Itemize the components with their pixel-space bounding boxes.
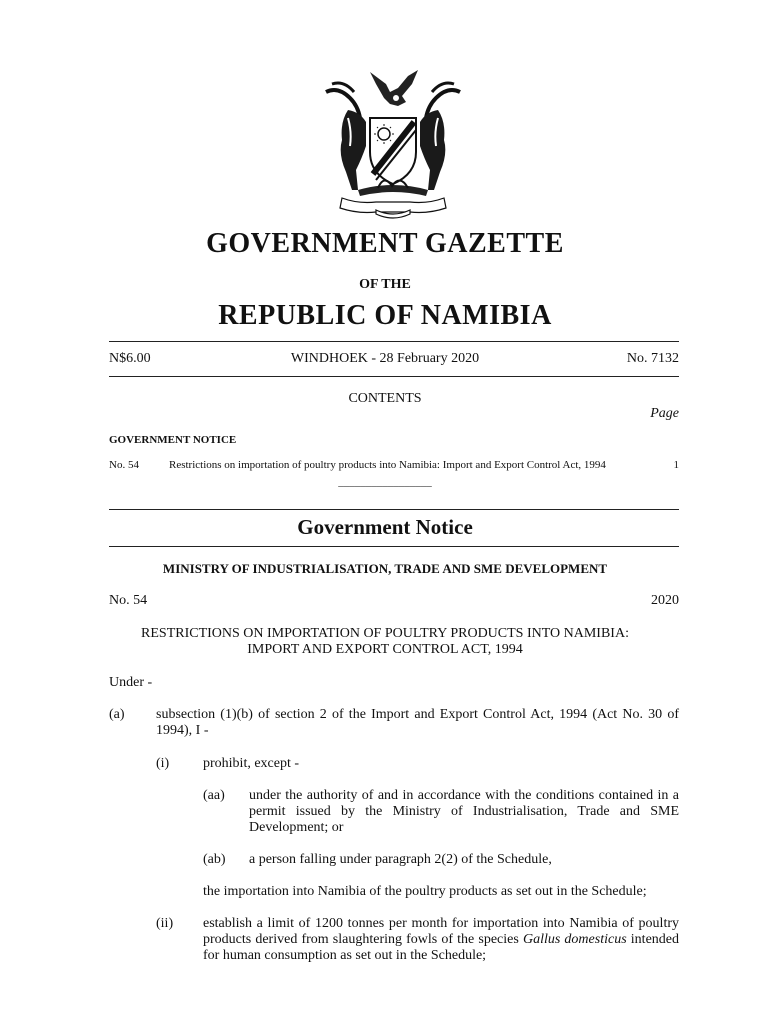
gazette-of-the: OF THE — [359, 277, 411, 292]
gazette-title: GOVERNMENT GAZETTE — [206, 228, 564, 259]
notice-number: No. 54 — [109, 593, 148, 608]
notice-title-line2: IMPORT AND EXPORT CONTROL ACT, 1994 — [247, 642, 523, 657]
gazette-number: No. 7132 — [626, 351, 679, 366]
sub-i-tail: the importation into Namibia of the poultry products as set out in the Schedule; — [203, 884, 647, 899]
gazette-place-date: WINDHOEK - 28 February 2020 — [290, 351, 480, 366]
species-name: Gallus domesticus — [522, 932, 627, 947]
sub-i-text: prohibit, except - — [203, 756, 300, 771]
contents-entry-page: 1 — [673, 459, 679, 471]
para-a-label: (a) — [109, 707, 125, 722]
notice-bottom-rule — [109, 546, 679, 547]
gazette-price: N$6.00 — [109, 351, 151, 366]
sub-ii-text — [203, 916, 679, 964]
contents-entry-number: No. 54 — [109, 459, 139, 471]
contents-page-label: Page — [650, 406, 679, 421]
aa-label: (aa) — [203, 788, 225, 803]
contents-section-heading: GOVERNMENT NOTICE — [109, 434, 237, 446]
sub-ii-text-before: establish a limit of 1200 tonnes per month for importation into Namibia of poultry products derived from slaughtering fowls of the species — [203, 916, 679, 947]
contents-heading: CONTENTS — [348, 391, 422, 406]
para-a-text: subsection (1)(b) of section 2 of the Import and Export Control Act, 1994 (Act No. 30 of 1994), I - — [156, 707, 679, 738]
contents-entry-link[interactable]: Restrictions on importation of poultry products into Namibia: Import and Export Control Act, 1994 — [169, 459, 606, 471]
notice-year: 2020 — [651, 593, 679, 608]
ministry-heading: MINISTRY OF INDUSTRIALISATION, TRADE AND SME DEVELOPMENT — [162, 561, 608, 576]
republic-title: REPUBLIC OF NAMIBIA — [218, 300, 552, 331]
notice-top-rule — [109, 509, 679, 510]
aa-text: under the authority of and in accordance with the conditions contained in a permit issued by the Ministry of Industrialisation, Trade and SME Development; or — [249, 788, 679, 835]
notice-title-line1: RESTRICTIONS ON IMPORTATION OF POULTRY PRODUCTS INTO NAMIBIA: — [141, 626, 629, 641]
sub-ii-text-after: intended for human consumption as set out in the Schedule; — [203, 932, 679, 963]
namibia-coat-of-arms-icon — [318, 62, 468, 222]
ab-text: a person falling under paragraph 2(2) of the Schedule, — [249, 852, 552, 867]
sub-ii-label: (ii) — [156, 916, 174, 931]
notice-heading: Government Notice — [297, 515, 473, 539]
contents-separator: _________________ — [338, 476, 432, 488]
sub-i-label: (i) — [156, 756, 170, 771]
masthead-bottom-rule — [109, 376, 679, 377]
masthead-top-rule — [109, 341, 679, 342]
under-text: Under - — [109, 675, 153, 690]
ab-label: (ab) — [203, 852, 226, 867]
